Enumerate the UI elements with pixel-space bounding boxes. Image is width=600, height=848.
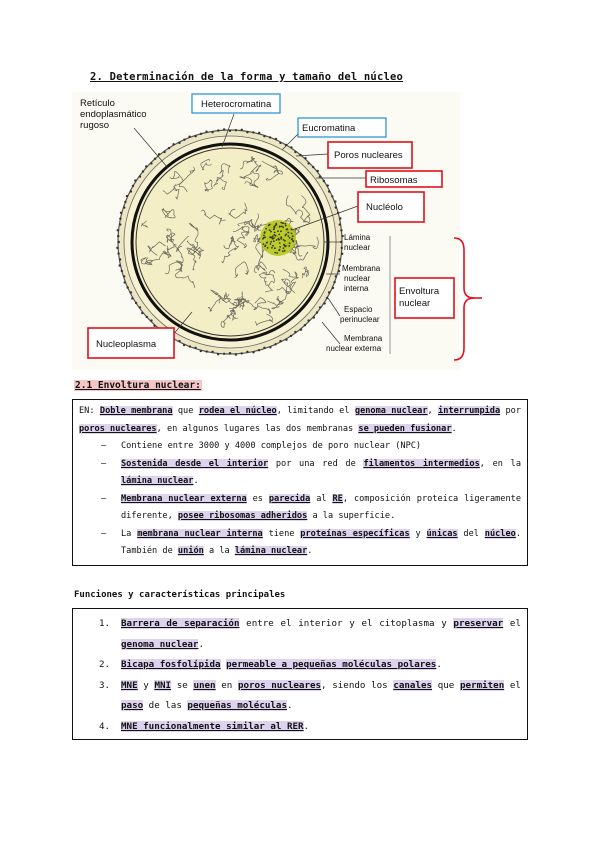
intro-paragraph: EN: Doble membrana que rodea el núcleo, limitando el genoma nuclear, interrumpida por poros nucleares, en algunos lugares las dos membranas se pueden fusionar. bbox=[79, 406, 522, 434]
list-item: 1. Barrera de separación entre el interior y el citoplasma y preservar el genoma nuclear. bbox=[99, 618, 521, 650]
nucleolus-granule bbox=[264, 245, 266, 247]
ribosome-dot bbox=[241, 352, 243, 354]
nucleolus-granule bbox=[273, 240, 275, 242]
nucleolus-granule bbox=[270, 243, 272, 245]
nucleolus-granule bbox=[283, 247, 285, 249]
ribosome-dot bbox=[200, 350, 202, 352]
label-espacio: Espacio perinuclear bbox=[340, 305, 380, 324]
ribosome-dot bbox=[211, 351, 213, 353]
ribosome-dot bbox=[229, 130, 231, 132]
nucleolus-granule bbox=[278, 234, 280, 236]
nucleolus-granule bbox=[274, 247, 276, 249]
ribosome-dot bbox=[340, 229, 342, 231]
ribosome-dot bbox=[319, 175, 321, 177]
list-item: – Contiene entre 3000 y 4000 complejos de poro nuclear (NPC) bbox=[101, 441, 422, 451]
ribosome-dot bbox=[304, 324, 306, 326]
ribosome-dot bbox=[285, 339, 287, 341]
nucleolus-granule bbox=[280, 230, 282, 232]
ribosome-dot bbox=[335, 206, 337, 208]
ribosome-dot bbox=[258, 132, 260, 134]
ribosome-dot bbox=[279, 142, 281, 144]
ribosome-dot bbox=[200, 133, 202, 135]
ribosome-dot bbox=[341, 253, 343, 255]
ribosome-dot bbox=[269, 346, 271, 348]
nucleolus-granule bbox=[280, 236, 282, 238]
ribosome-dot bbox=[339, 223, 341, 225]
nucleolus-granule bbox=[292, 235, 294, 237]
ribosome-dot bbox=[130, 190, 132, 192]
ribosome-dot bbox=[274, 343, 276, 345]
ribosome-dot bbox=[168, 147, 170, 149]
nucleolus-granule bbox=[272, 235, 274, 237]
ribosome-dot bbox=[328, 291, 330, 293]
nucleolus-granule bbox=[275, 223, 277, 225]
ribosome-dot bbox=[313, 316, 315, 318]
ribosome-dot bbox=[339, 217, 341, 219]
ribosome-dot bbox=[339, 258, 341, 260]
ribosome-dot bbox=[116, 247, 118, 249]
ribosome-dot bbox=[178, 340, 180, 342]
ribosome-dot bbox=[117, 235, 119, 237]
ribosome-dot bbox=[188, 136, 190, 138]
ribosome-dot bbox=[263, 347, 265, 349]
ribosome-dot bbox=[183, 139, 185, 141]
nucleolus-granule bbox=[270, 231, 272, 233]
nucleolus-granule bbox=[282, 227, 284, 229]
label-eucromatina: Eucromatina bbox=[302, 123, 356, 134]
ribosome-dot bbox=[217, 129, 219, 131]
ribosome-dot bbox=[275, 138, 277, 140]
list-item: 2. Bicapa fosfolípida permeable a pequeñas moléculas polares. bbox=[99, 659, 442, 670]
ribosome-dot bbox=[269, 136, 271, 138]
ribosome-dot bbox=[331, 195, 333, 197]
ribosome-dot bbox=[124, 201, 126, 203]
nucleolus-granule bbox=[285, 233, 287, 235]
ribosome-dot bbox=[323, 180, 325, 182]
ribosome-dot bbox=[135, 302, 137, 304]
label-nucleoplasma: Nucleoplasma bbox=[96, 339, 157, 350]
nucleolus-granule bbox=[275, 235, 277, 237]
ribosome-dot bbox=[319, 306, 321, 308]
ribosome-dot bbox=[246, 351, 248, 353]
ribosome-dot bbox=[139, 306, 141, 308]
list-item: 4. MNE funcionalmente similar al RER. bbox=[99, 720, 310, 732]
ribosome-dot bbox=[146, 316, 148, 318]
ribosome-dot bbox=[120, 212, 122, 214]
nucleolus-granule bbox=[284, 223, 286, 225]
ribosome-dot bbox=[158, 153, 160, 155]
ribosome-dot bbox=[189, 345, 191, 347]
nucleolus-granule bbox=[291, 238, 293, 240]
nucleolus-granule bbox=[273, 228, 275, 230]
ribosome-dot bbox=[294, 331, 296, 333]
nucleolus-granule bbox=[279, 249, 281, 251]
nucleolus-granule bbox=[276, 252, 278, 254]
nucleolus-granule bbox=[274, 232, 276, 234]
ribosome-dot bbox=[142, 170, 144, 172]
nucleolus-granule bbox=[280, 238, 282, 240]
ribosome-dot bbox=[241, 129, 243, 131]
label-lamina: Lámina nuclear bbox=[344, 233, 371, 252]
ribosome-dot bbox=[252, 351, 254, 353]
nucleolus-granule bbox=[287, 232, 289, 234]
ribosome-dot bbox=[211, 131, 213, 133]
nuclear-envelope bbox=[132, 144, 328, 340]
nucleolus-granule bbox=[283, 239, 285, 241]
ribosome-dot bbox=[300, 329, 302, 331]
list-item: – La membrana nuclear interna tiene proteínas específicas y únicas del núcleo. También de unión a la lámina nuclear. bbox=[101, 528, 521, 556]
ribosome-dot bbox=[119, 264, 121, 266]
label-heterocromatina: Heterocromatina bbox=[201, 99, 272, 110]
ribosome-dot bbox=[121, 270, 123, 272]
ribosome-dot bbox=[333, 281, 335, 283]
envelope-bracket bbox=[450, 236, 490, 362]
ribosome-dot bbox=[134, 179, 136, 181]
list-item: – Membrana nuclear externa es parecida al RE, composición proteica ligeramente diferente, posee ribosomas adheridos a la superficie. bbox=[101, 493, 521, 521]
nucleolus-granule bbox=[288, 245, 290, 247]
ribosome-dot bbox=[124, 281, 126, 283]
nucleolus-granule bbox=[267, 247, 269, 249]
nucleolus-granule bbox=[272, 238, 274, 240]
nucleolus-granule bbox=[265, 228, 267, 230]
ribosome-dot bbox=[341, 247, 343, 249]
ribosome-dot bbox=[123, 275, 125, 277]
ribosome-dot bbox=[139, 175, 141, 177]
ribosome-dot bbox=[290, 146, 292, 148]
ribosome-dot bbox=[194, 347, 196, 349]
ribosome-dot bbox=[150, 162, 152, 164]
nucleolus-granule bbox=[279, 242, 281, 244]
ribosome-dot bbox=[223, 128, 225, 130]
ribosome-dot bbox=[338, 270, 340, 272]
ribosome-dot bbox=[183, 344, 185, 346]
functions-title: Funciones y características principales bbox=[74, 590, 286, 600]
nucleolus-granule bbox=[269, 224, 271, 226]
ribosome-dot bbox=[307, 319, 309, 321]
nucleolus-granule bbox=[264, 232, 266, 234]
ribosome-dot bbox=[279, 340, 281, 342]
nucleolus-granule bbox=[279, 246, 281, 248]
ribosome-dot bbox=[206, 350, 208, 352]
label-nucleolo: Nucléolo bbox=[366, 202, 403, 213]
nucleolus-granule bbox=[287, 235, 289, 237]
ribosome-dot bbox=[131, 297, 133, 299]
ribosome-dot bbox=[130, 291, 132, 293]
nucleolus-granule bbox=[280, 222, 282, 224]
ribosome-dot bbox=[132, 185, 134, 187]
nucleolus-granule bbox=[274, 252, 276, 254]
list-item: 3. MNE y MNI se unen en poros nucleares, siendo los canales que permiten el paso de las pequeñas moléculas. bbox=[99, 679, 521, 711]
ribosome-dot bbox=[217, 353, 219, 355]
ribosome-dot bbox=[119, 223, 121, 225]
ribosome-dot bbox=[141, 312, 143, 314]
ribosome-dot bbox=[235, 129, 237, 131]
ribosome-dot bbox=[312, 166, 314, 168]
ribosome-dot bbox=[307, 162, 309, 164]
ribosome-dot bbox=[252, 131, 254, 133]
envelope-notes-box bbox=[72, 399, 528, 566]
ribosome-dot bbox=[163, 151, 165, 153]
ribosome-dot bbox=[127, 286, 129, 288]
ribosome-dot bbox=[258, 349, 260, 351]
nucleolus-granule bbox=[289, 242, 291, 244]
nucleolus-granule bbox=[263, 235, 265, 237]
ribosome-dot bbox=[263, 135, 265, 137]
ribosome-dot bbox=[340, 241, 342, 243]
ribosome-dot bbox=[334, 200, 336, 202]
nucleolus-granule bbox=[271, 247, 273, 249]
ribosome-dot bbox=[117, 253, 119, 255]
nucleolus-granule bbox=[277, 238, 279, 240]
section-title: 2. Determinación de la forma y tamaño del núcleo bbox=[90, 71, 404, 83]
ribosome-dot bbox=[332, 287, 334, 289]
label-reticulo: Retículo endoplasmático rugoso bbox=[80, 98, 147, 131]
functions-box bbox=[72, 608, 528, 740]
ribosome-dot bbox=[328, 190, 330, 192]
label-poros: Poros nucleares bbox=[334, 150, 403, 161]
nucleolus-granule bbox=[291, 233, 293, 235]
nucleolus-granule bbox=[270, 241, 272, 243]
nucleolus-granule bbox=[279, 226, 281, 228]
ribosome-dot bbox=[326, 297, 328, 299]
ribosome-dot bbox=[290, 335, 292, 337]
ribosome-dot bbox=[246, 131, 248, 133]
ribosome-dot bbox=[223, 353, 225, 355]
label-envoltura: Envoltura nuclear bbox=[399, 286, 440, 309]
ribosome-dot bbox=[154, 158, 156, 160]
ribosome-dot bbox=[119, 218, 121, 220]
nucleolus-granule bbox=[263, 243, 265, 245]
ribosome-dot bbox=[229, 352, 231, 354]
label-ribosomas: Ribosomas bbox=[370, 175, 418, 186]
ribosome-dot bbox=[304, 157, 306, 159]
ribosome-dot bbox=[205, 131, 207, 133]
nucleolus-granule bbox=[286, 229, 288, 231]
ribosome-dot bbox=[126, 195, 128, 197]
nucleus-diagram bbox=[72, 92, 460, 370]
nucleolus-granule bbox=[284, 250, 286, 252]
label-membrana-interna: Membrana nuclear interna bbox=[342, 264, 381, 293]
nucleolus-granule bbox=[277, 230, 279, 232]
nucleolus-granule bbox=[289, 237, 291, 239]
ribosome-dot bbox=[118, 241, 120, 243]
nucleolus-granule bbox=[282, 222, 284, 224]
ribosome-dot bbox=[294, 151, 296, 153]
nucleolus-granule bbox=[269, 237, 271, 239]
ribosome-dot bbox=[338, 264, 340, 266]
ribosome-dot bbox=[145, 165, 147, 167]
ribosome-dot bbox=[317, 170, 319, 172]
nucleolus-granule bbox=[276, 239, 278, 241]
subsection-title: 2.1 Envoltura nuclear: bbox=[75, 380, 201, 391]
ribosome-dot bbox=[123, 206, 125, 208]
ribosome-dot bbox=[327, 184, 329, 186]
ribosome-dot bbox=[119, 258, 121, 260]
nucleolus-granule bbox=[292, 240, 294, 242]
ribosome-dot bbox=[323, 302, 325, 304]
nucleolus-granule bbox=[266, 242, 268, 244]
ribosome-dot bbox=[117, 229, 119, 231]
ribosome-dot bbox=[153, 325, 155, 327]
list-item: – Sostenida desde el interior por una red de filamentos intermedios, en la lámina nuclear. bbox=[101, 458, 521, 486]
nucleolus-granule bbox=[269, 229, 271, 231]
ribosome-dot bbox=[150, 319, 152, 321]
nucleolus-granule bbox=[284, 246, 286, 248]
nucleolus-granule bbox=[282, 250, 284, 252]
ribosome-dot bbox=[194, 135, 196, 137]
ribosome-dot bbox=[335, 275, 337, 277]
ribosome-dot bbox=[172, 143, 174, 145]
nucleolus-granule bbox=[272, 245, 274, 247]
ribosome-dot bbox=[235, 353, 237, 355]
label-membrana-externa: Membrana nuclear externa bbox=[326, 334, 383, 353]
nucleolus-granule bbox=[285, 225, 287, 227]
nucleolus-granule bbox=[264, 236, 266, 238]
ribosome-dot bbox=[316, 311, 318, 313]
ribosome-dot bbox=[178, 142, 180, 144]
